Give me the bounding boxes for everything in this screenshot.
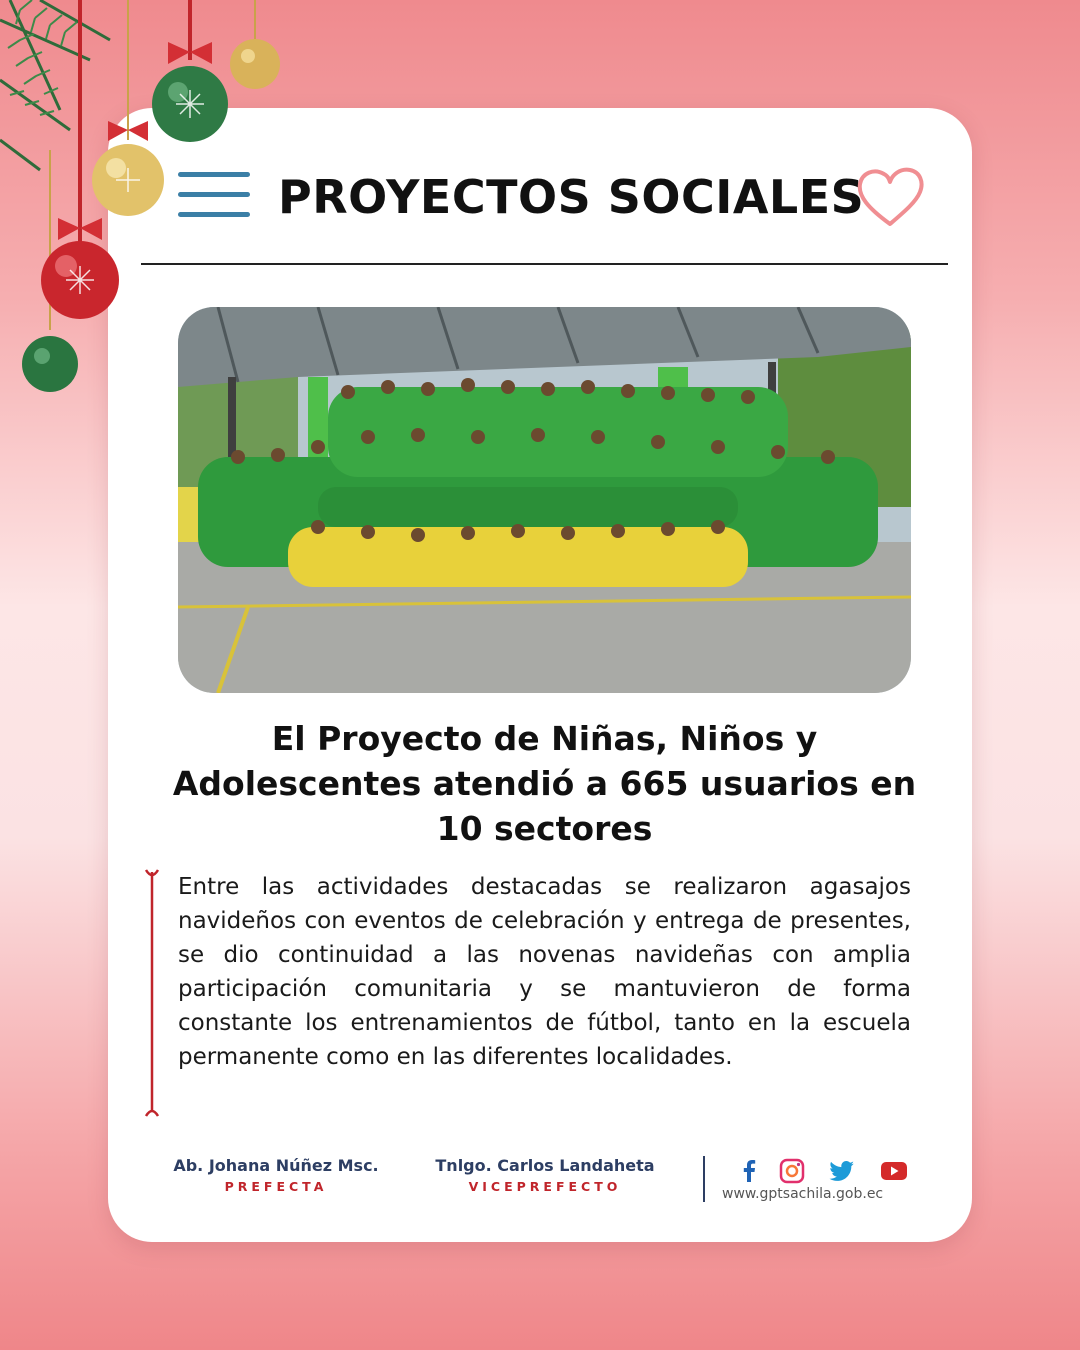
christmas-ornaments-decoration	[0, 0, 300, 420]
twitter-icon[interactable]	[828, 1158, 856, 1184]
signatory-prefecta	[164, 1156, 388, 1194]
facebook-icon[interactable]	[736, 1158, 764, 1184]
quote-accent-bar	[144, 868, 160, 1118]
heart-icon	[854, 162, 926, 232]
signatory-name: Tnlgo. Carlos Landaheta	[435, 1156, 655, 1175]
article-body: Entre las actividades destacadas se realizaron agasajos navideños con eventos de celebración y entrega de presentes, se dio continuidad a las novenas navideñas con amplia participación comunitaria y se mantuvieron de forma constante los entrenamientos de fútbol, tanto en la escuela permanente como en las diferentes localidades.	[178, 874, 911, 1070]
article-headline: El Proyecto de Niñas, Niños y Adolescentes atendió a 665 usuarios en 10 sectores	[172, 719, 917, 848]
instagram-icon[interactable]	[778, 1158, 806, 1184]
signatory-role: VICEPREFECTO	[468, 1179, 622, 1194]
footer-divider	[703, 1156, 705, 1202]
website-link[interactable]: www.gptsachila.gob.ec	[722, 1186, 884, 1202]
signatory-viceprefecto	[430, 1156, 660, 1194]
signatory-name: Ab. Johana Núñez Msc.	[173, 1156, 379, 1175]
social-icons	[730, 1158, 920, 1184]
youtube-icon[interactable]	[880, 1158, 908, 1184]
signatory-role: PREFECTA	[224, 1179, 328, 1194]
page-title: PROYECTOS SOCIALES	[278, 170, 865, 224]
